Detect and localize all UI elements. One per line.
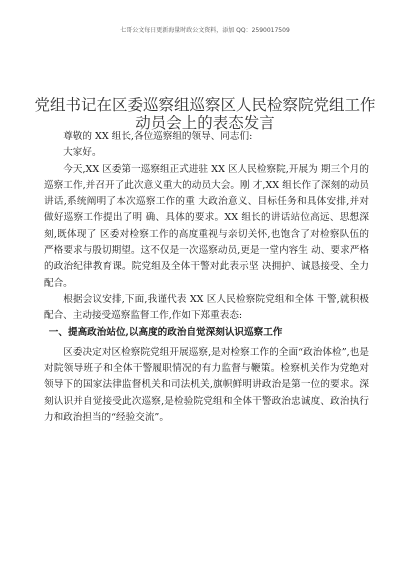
salutation: 大家好。	[63, 147, 102, 159]
section-paragraph: 区委决定对区检察院党组开展巡察,是对检察工作的全面“政治体检”,也是对院领导班子和全体干警履职情况的有力监督与鞭策。检察机关作为党绝对领导下的国家法律监督机关和司法机关,旗帜鲜明讲政治是第一位的要求。深刻认识并自觉接受此次巡察,是检验院党组和全体干警政治忠诚度、政治执行力和政治担当的“经验交流”。	[44, 346, 369, 424]
header-note: 七哥公文每日更新海量时政公文资料，添加 QQ：2590017509	[120, 27, 290, 34]
document-body	[44, 129, 369, 426]
greeting-line: 尊敬的 XX 组长,各位巡察组的领导、同志们:	[63, 131, 253, 142]
body-paragraph: 根据会议安排,下面,我谨代表 XX 区人民检察院党组和全体 干警,就积极配合、主动接受巡察监督工作,作如下郑重表态:	[44, 293, 369, 322]
section-heading: 一、提高政治站位,以高度的政治自觉深刻认识巡察工作	[48, 326, 283, 338]
document-title: 党组书记在区委巡察组巡察区人民检察院党组工作动员会上的表态发言	[34, 96, 376, 133]
body-paragraph: 今天,XX 区委第一巡察组正式进驻 XX 区人民检察院,开展为 期三个月的巡察工作,并召开了此次意义重大的动员大会。刚 才,XX 组长作了深刻的动员讲话,系统阐明了本次巡察工作的重 大政治意义、目标任务和具体安排,并对做好巡察工作提出了明 确、具体的要求。XX 组长的讲话站位高远、思想深刻,既体现了 区委对检察工作的高度重视与亲切关怀,也饱含了对检察队伍的 严格要求与殷切期望。这不仅是一次巡察动员,更是一堂内容生 动、要求严格的政治纪律教育课。院党组及全体干警对此表示坚 决拥护、诚恳接受、全力配合。	[44, 163, 369, 289]
